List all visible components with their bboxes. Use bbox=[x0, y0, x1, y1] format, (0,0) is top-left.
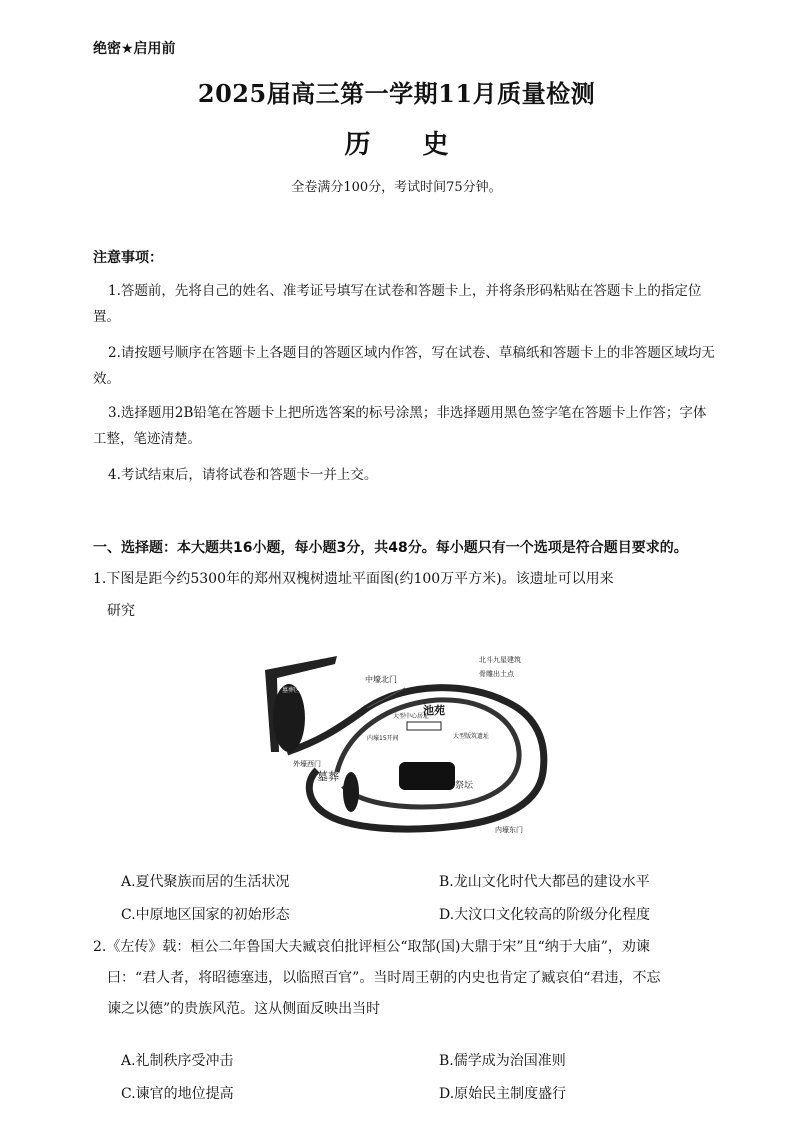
label-zone: 墓葬区 bbox=[282, 687, 301, 694]
question-1-line-1: 1.下图是距今约5300年的郑州双槐树遗址平面图(约100万平方米)。该遗址可以用来 bbox=[93, 571, 614, 587]
score-time-note: 全卷满分100分，考试时间75分钟。 bbox=[291, 180, 502, 195]
zone-ellipse bbox=[273, 684, 305, 752]
label-east-gate: 内壕东门 bbox=[495, 826, 523, 834]
question-2-line-3: 谏之以德”的贵族风范。这从侧面反映出当时 bbox=[107, 1001, 381, 1017]
notice-item-4: 4.考试结束后，请将试卷和答题卡一并上交。 bbox=[108, 467, 378, 483]
q2-option-c[interactable]: C.谏官的地位提高 bbox=[121, 1086, 234, 1102]
subject-char-2: 史 bbox=[422, 130, 449, 160]
central-block bbox=[399, 762, 455, 790]
site-plan-figure bbox=[257, 652, 555, 847]
notice-item-3: 3.选择题用2B铅笔在答题卡上把所选答案的标号涂黑；非选择题用黑色签字笔在答题卡上作答；字体工整，笔迹清楚。 bbox=[93, 405, 707, 447]
label-west-gate: 外壕西门 bbox=[293, 760, 321, 768]
label-altar: 祭坛 bbox=[455, 781, 474, 791]
label-beidou: 北斗九星建筑 bbox=[479, 656, 521, 664]
notice-heading: 注意事项： bbox=[93, 250, 163, 266]
label-well: 内壕15开间 bbox=[367, 735, 399, 742]
exam-title: 2025届高三第一学期11月质量检测 bbox=[197, 79, 596, 108]
q2-option-b[interactable]: B.儒学成为治国准则 bbox=[439, 1053, 566, 1069]
label-pond: 池苑 bbox=[423, 704, 445, 717]
label-cemetery: 墓葬 bbox=[317, 770, 339, 783]
q1-option-b[interactable]: B.龙山文化时代大都邑的建设水平 bbox=[439, 874, 650, 890]
label-road: 大型版筑遗址 bbox=[453, 733, 490, 740]
label-north-gate: 中壕北门 bbox=[365, 675, 397, 684]
q2-option-d[interactable]: D.原始民主制度盛行 bbox=[439, 1086, 567, 1102]
question-1-stem bbox=[93, 563, 723, 627]
center-building bbox=[407, 722, 441, 730]
question-2-line-1: 2.《左传》载：桓公二年鲁国大夫臧哀伯批评桓公“取郜(国)大鼎于宋”且“纳于大庙”，劝谏 bbox=[93, 939, 650, 955]
question-2-line-2: 曰：“君人者，将昭德塞违，以临照百官”。当时周王朝的内史也肯定了臧哀伯“君违，不忘 bbox=[107, 970, 661, 986]
q1-option-a[interactable]: A.夏代聚族而居的生活状况 bbox=[121, 874, 290, 890]
section-heading: 一、选择题：本大题共16小题，每小题3分，共48分。每小题只有一个选项是符合题目要求的。 bbox=[93, 540, 688, 556]
west-oval bbox=[343, 772, 359, 812]
label-ivory: 骨雕出土点 bbox=[479, 670, 514, 678]
q2-option-a[interactable]: A.礼制秩序受冲击 bbox=[121, 1053, 234, 1069]
secret-mark: 绝密★启用前 bbox=[93, 41, 176, 57]
q1-option-c[interactable]: C.中原地区国家的初始形态 bbox=[121, 907, 290, 923]
question-2-stem bbox=[93, 932, 723, 1025]
notice-item-2: 2.请按题号顺序在答题卡上各题目的答题区域内作答，写在试卷、草稿纸和答题卡上的非答题区域均无效。 bbox=[93, 345, 715, 387]
label-center-site: 大型中心居址 bbox=[393, 713, 430, 720]
subject-title bbox=[0, 124, 793, 161]
subject-char-1: 历 bbox=[344, 130, 371, 160]
question-1-line-2: 研究 bbox=[107, 603, 135, 619]
q1-option-d[interactable]: D.大汶口文化较高的阶级分化程度 bbox=[439, 907, 651, 923]
notice-item-1: 1.答题前，先将自己的姓名、准考证号填写在试卷和答题卡上，并将条形码粘贴在答题卡上的指定位置。 bbox=[93, 283, 702, 325]
